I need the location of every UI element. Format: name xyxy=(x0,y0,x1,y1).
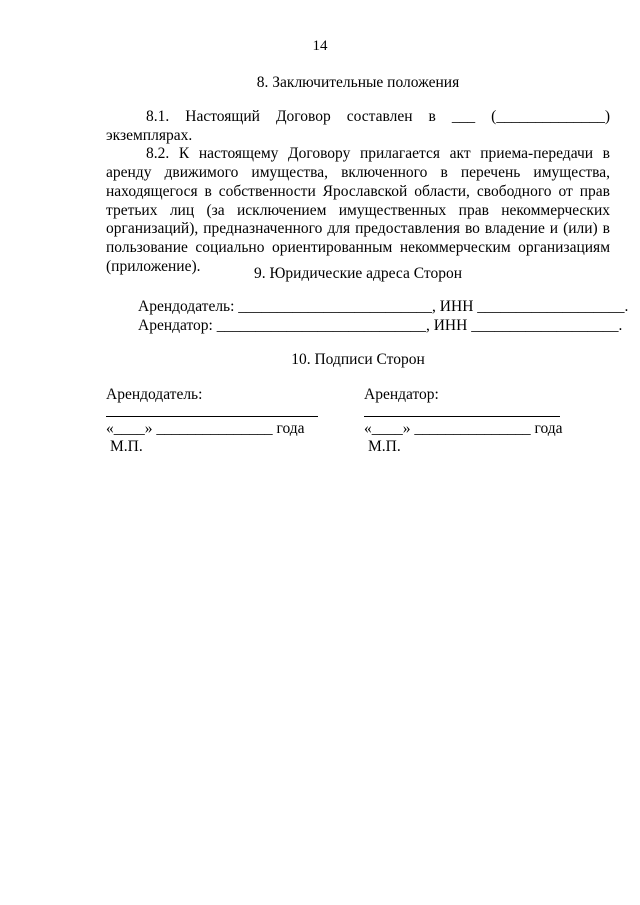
lessor-stamp-label: М.П. xyxy=(110,438,143,455)
section-9-title: 9. Юридические адреса Сторон xyxy=(253,265,463,282)
lessee-stamp-label: М.П. xyxy=(368,438,401,455)
section-8-title: 8. Заключительные положения xyxy=(256,74,460,91)
lessor-date-line: «____» _______________ года xyxy=(106,420,305,437)
lessee-date-line: «____» _______________ года xyxy=(364,420,563,437)
clause-8-1: 8.1. Настоящий Договор составлен в ___ (______________) экземплярах. xyxy=(106,108,610,144)
lessee-signature-block xyxy=(364,386,439,404)
section-8-body xyxy=(106,108,610,276)
lessor-signature-block xyxy=(106,386,202,404)
section-10-title: 10. Подписи Сторон xyxy=(291,351,425,368)
lessor-signature-line xyxy=(106,416,318,417)
lessee-address-line: Арендатор: ___________________________, ИНН ___________________. xyxy=(138,317,623,334)
lessee-signature-label: Арендатор: xyxy=(364,386,439,403)
lessor-signature-label: Арендодатель: xyxy=(106,386,203,403)
lessor-address-line: Арендодатель: _________________________, ИНН ___________________. xyxy=(138,298,629,315)
clause-8-2-end: (приложение). xyxy=(106,257,201,275)
clause-8-2: 8.2. К настоящему Договору прилагается акт приема-передачи в аренду движимого имущества, включенного в перечень имущества, находящегося в собственности Ярославской области, свободного от прав третьих лиц (за исключением имущественных прав некоммерческих организаций), предназначенного для предоставления во владение и (или) в пользование социально ориентированным некоммерческим организациям xyxy=(106,145,610,256)
page-number: 14 xyxy=(312,38,328,54)
lessee-signature-line xyxy=(364,416,560,417)
